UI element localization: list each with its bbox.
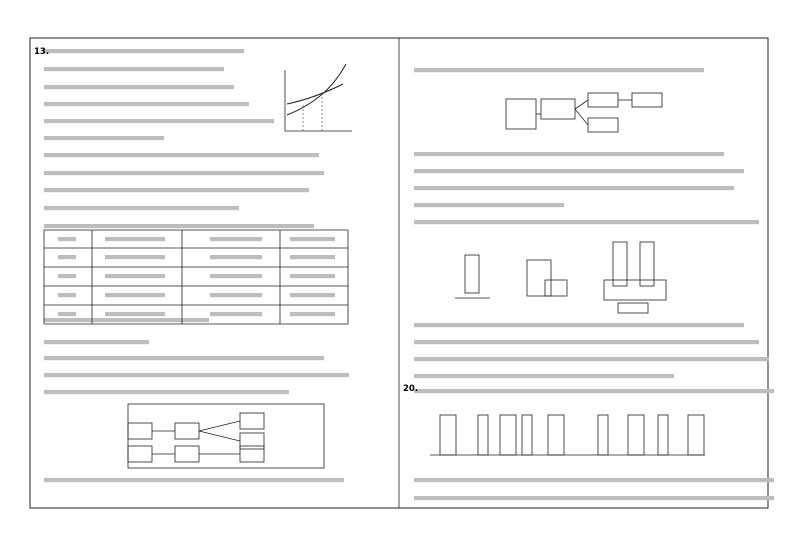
left-text-line-11 [44,318,209,322]
right-text-line-2 [414,169,744,173]
table-cell-0-3 [290,237,335,241]
table-cell-4-1 [105,312,165,316]
left-text-line-1 [44,67,224,71]
left-text-line-7 [44,171,324,175]
flow-frame [128,404,324,468]
instrument-6 [628,415,644,455]
left-text-line-3 [44,102,249,106]
table-cell-2-3 [290,274,335,278]
left-text-line-2 [44,85,234,89]
table-cell-3-0 [58,293,76,297]
table-cell-2-2 [210,274,262,278]
flow-box-0 [128,423,152,439]
right-text-line-4 [414,203,564,207]
flow-box-2 [175,423,199,439]
apparatus-a-body [465,255,479,293]
flow-box-4 [240,413,264,429]
table-cell-1-3 [290,255,335,259]
right-text-line-6 [414,323,744,327]
left-text-line-16 [44,478,344,482]
table-cell-2-0 [58,274,76,278]
left-text-line-15 [44,390,289,394]
process-box-0 [506,99,536,129]
left-text-line-10 [44,224,314,228]
table-cell-4-2 [210,312,262,316]
instrument-0 [440,415,456,455]
table-cell-3-1 [105,293,165,297]
right-text-line-3 [414,186,734,190]
instrument-3 [522,415,532,455]
right-text-line-12 [414,496,774,500]
left-text-line-13 [44,356,324,360]
table-cell-4-3 [290,312,335,316]
table-cell-0-1 [105,237,165,241]
flow-arrow-c-f [199,431,240,441]
flow-box-3 [175,446,199,462]
instrument-2 [500,415,516,455]
table-cell-4-0 [58,312,76,316]
apparatus-c-tube-right [640,242,654,286]
table-cell-3-3 [290,293,335,297]
process-box-1 [541,99,575,119]
table-cell-0-2 [210,237,262,241]
table-cell-3-2 [210,293,262,297]
question-20-number: 20. [403,384,419,394]
table-cell-1-1 [105,255,165,259]
flow-box-6 [240,446,264,462]
left-text-line-14 [44,373,349,377]
process-arrow-1 [575,100,588,109]
table-cell-2-1 [105,274,165,278]
flow-arrow-c-e [199,421,240,431]
right-text-line-7 [414,340,759,344]
left-text-line-12 [44,340,149,344]
flow-box-1 [128,446,152,462]
left-text-line-4 [44,119,274,123]
apparatus-b-bottle [527,260,551,296]
right-text-line-5 [414,220,759,224]
question-13-number: 13. [34,47,50,57]
left-text-line-5 [44,136,164,140]
process-box-4 [632,93,662,107]
left-text-line-0 [44,49,244,53]
right-text-line-1 [414,152,724,156]
graph-curve-b [287,84,343,104]
right-text-line-10 [414,389,774,393]
left-text-line-6 [44,153,319,157]
instrument-4 [548,415,564,455]
instrument-1 [478,415,488,455]
process-arrow-2 [575,109,588,125]
right-text-line-0 [414,68,704,72]
graph-curve-a [287,64,346,115]
apparatus-c-tube-left [613,242,627,286]
process-box-3 [588,118,618,132]
instrument-7 [658,415,668,455]
right-text-line-8 [414,357,769,361]
flow-box-5 [240,433,264,449]
left-text-line-8 [44,188,309,192]
table-cell-1-2 [210,255,262,259]
instrument-5 [598,415,608,455]
apparatus-c-power [618,303,648,313]
apparatus-b-trough [545,280,567,296]
table-cell-1-0 [58,255,76,259]
table-cell-0-0 [58,237,76,241]
left-text-line-9 [44,206,239,210]
right-text-line-9 [414,374,674,378]
instrument-8 [688,415,704,455]
right-text-line-11 [414,478,774,482]
process-box-2 [588,93,618,107]
